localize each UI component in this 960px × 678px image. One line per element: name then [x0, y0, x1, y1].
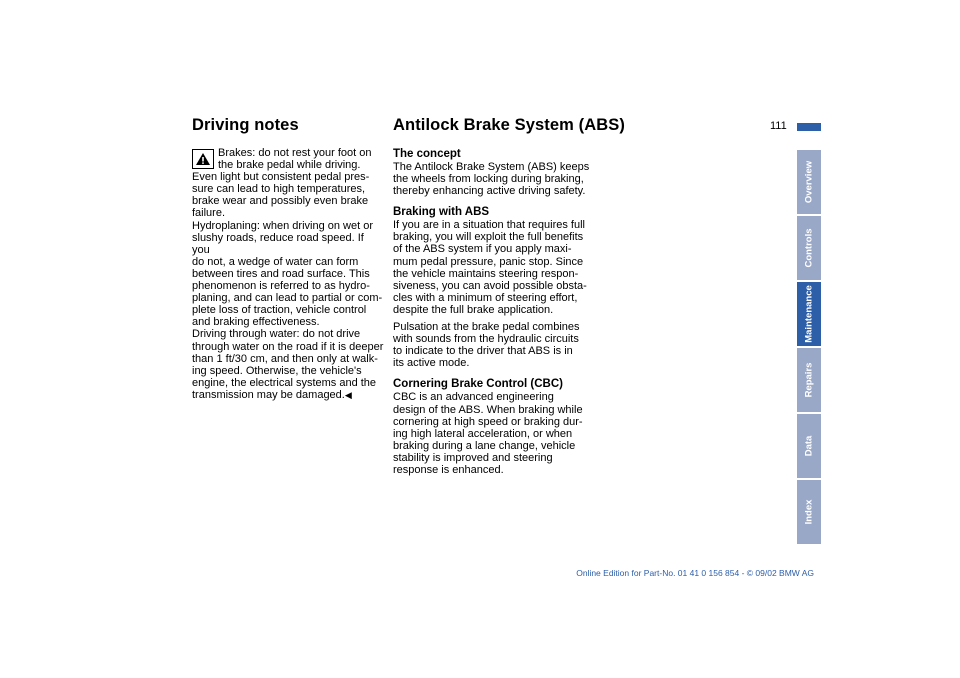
- text-line: mum pedal pressure, panic stop. Since: [393, 255, 584, 268]
- cbc-text: [393, 391, 593, 476]
- tab-repairs-label: Repairs: [803, 362, 815, 398]
- text-line: thereby enhancing active driving safety.: [393, 185, 586, 198]
- brakes-warning-lead: [192, 147, 384, 171]
- hydroplaning-text: [192, 220, 384, 329]
- tab-overview[interactable]: [797, 150, 821, 214]
- text-line: brake wear and possibly even brake: [192, 195, 369, 208]
- text-line: do not, a wedge of water can form: [192, 255, 359, 268]
- tab-data[interactable]: [797, 414, 821, 478]
- text-line: slushy roads, reduce road speed. If you: [192, 231, 364, 256]
- cbc-heading: Cornering Brake Control (CBC): [393, 378, 563, 391]
- text-line: engine, the electrical systems and the: [192, 376, 377, 389]
- text-line: stability is improved and steering: [393, 451, 553, 464]
- text-line: its active mode.: [393, 357, 470, 370]
- text-line: the brake pedal while driving.: [218, 159, 361, 172]
- text-line: Brakes: do not rest your foot on: [218, 147, 372, 159]
- page-number: 111: [770, 120, 787, 132]
- section-title-driving-notes: Driving notes: [192, 116, 299, 134]
- end-mark-icon: ◀: [344, 389, 352, 400]
- tab-index-label: Index: [803, 499, 815, 525]
- text-line: ing speed. Otherwise, the vehicle's: [192, 364, 362, 377]
- text-line: response is enhanced.: [393, 463, 504, 476]
- tab-repairs[interactable]: [797, 348, 821, 412]
- text-line: of the ABS system if you apply maxi-: [393, 243, 572, 256]
- abs-column: [393, 147, 593, 476]
- text-line: CBC is an advanced engineering: [393, 391, 554, 404]
- text-line: and braking effectiveness.: [192, 316, 320, 329]
- text-line: phenomenon is referred to as hydro-: [192, 280, 370, 293]
- chapter-tabs: [797, 150, 821, 546]
- section-title-abs: Antilock Brake System (ABS): [393, 116, 625, 134]
- warning-triangle-icon: [192, 149, 214, 169]
- text-line: the vehicle maintains steering respon-: [393, 267, 579, 280]
- tab-overview-label: Overview: [803, 160, 815, 204]
- tab-maintenance[interactable]: [797, 282, 821, 346]
- text-line: transmission may be damaged.: [192, 388, 345, 401]
- concept-text: [393, 161, 593, 197]
- pulsation-text: [393, 321, 593, 369]
- braking-text: [393, 219, 593, 316]
- text-line: Even light but consistent pedal pres-: [192, 171, 370, 184]
- text-line: ing high lateral acceleration, or when: [393, 427, 573, 440]
- text-line: braking, you will exploit the full benefits: [393, 231, 584, 244]
- text-line: cornering at high speed or braking dur-: [393, 415, 583, 428]
- text-line: between tires and road surface. This: [192, 267, 370, 280]
- footer-edition-note: Online Edition for Part-No. 01 41 0 156 854 - © 09/02 BMW AG: [576, 568, 814, 578]
- text-line: to indicate to the driver that ABS is in: [393, 345, 573, 358]
- tab-data-label: Data: [803, 435, 815, 457]
- page-number-bar: [797, 123, 821, 131]
- water-text: [192, 328, 384, 401]
- text-line: design of the ABS. When braking while: [393, 403, 583, 416]
- brakes-warning: [192, 147, 384, 220]
- text-line: with sounds from the hydraulic circuits: [393, 333, 579, 346]
- text-line: The Antilock Brake System (ABS) keeps: [393, 161, 590, 173]
- driving-notes-column: [192, 147, 384, 401]
- text-line: braking during a lane change, vehicle: [393, 439, 576, 452]
- text-line: cles with a minimum of steering effort,: [393, 291, 578, 304]
- tab-index[interactable]: [797, 480, 821, 544]
- text-line: failure.: [192, 207, 226, 220]
- text-line: than 1 ft/30 cm, and then only at walk-: [192, 352, 378, 365]
- text-line: Driving through water: do not drive: [192, 328, 361, 341]
- text-line: Pulsation at the brake pedal combines: [393, 321, 580, 334]
- braking-heading: Braking with ABS: [393, 206, 490, 219]
- text-line: plete loss of traction, vehicle control: [192, 304, 367, 317]
- tab-controls[interactable]: [797, 216, 821, 280]
- text-line: siveness, you can avoid possible obsta-: [393, 279, 587, 292]
- text-line: the wheels from locking during braking,: [393, 173, 584, 186]
- text-line: despite the full brake application.: [393, 303, 554, 316]
- water-lines: [192, 328, 383, 400]
- tab-controls-label: Controls: [803, 228, 815, 268]
- text-line: If you are in a situation that requires full: [393, 219, 585, 232]
- text-line: planing, and can lead to partial or com-: [192, 292, 383, 305]
- brakes-warning-text: [192, 171, 384, 219]
- text-line: Hydroplaning: when driving on wet or: [192, 219, 373, 232]
- tab-maintenance-label: Maintenance: [803, 285, 815, 343]
- text-line: sure can lead to high temperatures,: [192, 183, 366, 196]
- text-line: through water on the road if it is deeper: [192, 340, 384, 353]
- concept-heading: The concept: [393, 148, 461, 160]
